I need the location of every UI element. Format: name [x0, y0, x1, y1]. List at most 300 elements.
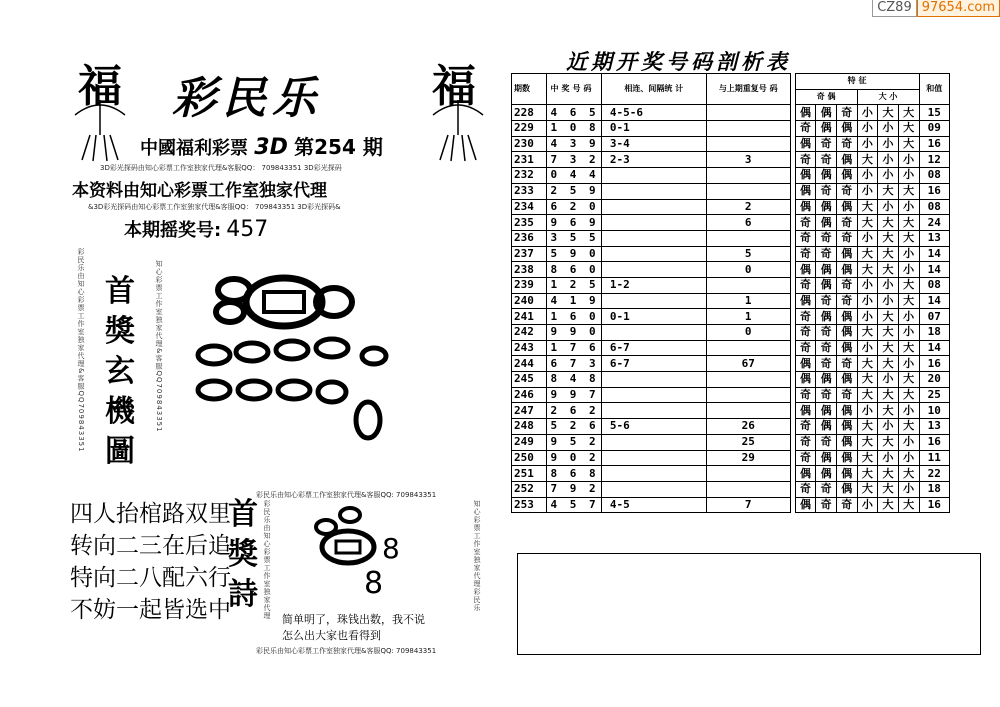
repeat-cell — [706, 340, 790, 356]
odd-even-cell: 偶 — [816, 450, 837, 466]
period-cell: 241 — [512, 309, 547, 325]
odd-even-cell: 奇 — [836, 497, 857, 513]
big-small-cell: 大 — [898, 387, 919, 403]
table-body — [512, 105, 950, 513]
odd-even-cell: 偶 — [816, 105, 837, 121]
poem-line: 不妨一起皆选中 — [70, 597, 231, 623]
number-cell: 7 3 2 — [547, 152, 601, 168]
page-title: 彩民乐 — [172, 73, 322, 124]
odd-even-cell: 奇 — [795, 434, 816, 450]
big-small-cell: 大 — [898, 183, 919, 199]
fu-right: 福 — [432, 61, 476, 112]
table-row — [512, 325, 950, 341]
number-cell: 6 2 0 — [547, 199, 601, 215]
big-small-cell: 大 — [898, 230, 919, 246]
table-row — [512, 497, 950, 513]
big-small-cell: 小 — [898, 403, 919, 419]
big-small-cell: 大 — [857, 372, 878, 388]
odd-even-cell: 奇 — [795, 450, 816, 466]
big-small-cell: 大 — [898, 293, 919, 309]
big-small-cell: 小 — [898, 481, 919, 497]
odd-even-cell: 偶 — [816, 403, 837, 419]
big-small-cell: 大 — [898, 136, 919, 152]
sum-cell: 13 — [919, 230, 950, 246]
odd-even-cell: 奇 — [795, 152, 816, 168]
number-cell: 6 7 3 — [547, 356, 601, 372]
puzzle-title-char: 圖 — [105, 434, 135, 469]
table-row — [512, 356, 950, 372]
odd-even-cell: 偶 — [795, 105, 816, 121]
odd-even-cell: 偶 — [795, 372, 816, 388]
period-cell: 243 — [512, 340, 547, 356]
big-small-cell: 小 — [898, 309, 919, 325]
repeat-cell: 0 — [706, 325, 790, 341]
gap-cell — [601, 325, 706, 341]
gap-cell: 5-6 — [601, 419, 706, 435]
number-cell: 1 6 0 — [547, 309, 601, 325]
odd-even-cell: 奇 — [795, 325, 816, 341]
odd-even-cell: 偶 — [836, 450, 857, 466]
gap-cell: 4-5 — [601, 497, 706, 513]
repeat-cell: 25 — [706, 434, 790, 450]
big-small-cell: 大 — [878, 309, 899, 325]
big-small-cell: 小 — [857, 309, 878, 325]
odd-even-cell: 奇 — [816, 230, 837, 246]
big-small-cell: 大 — [878, 246, 899, 262]
number-cell: 9 5 2 — [547, 434, 601, 450]
sum-cell: 13 — [919, 419, 950, 435]
repeat-cell: 26 — [706, 419, 790, 435]
big-small-cell: 大 — [857, 450, 878, 466]
odd-even-cell: 奇 — [836, 387, 857, 403]
big-small-cell: 大 — [898, 466, 919, 482]
agent-line: 本资料由知心彩票工作室独家代理 — [72, 181, 327, 201]
table-row — [512, 199, 950, 215]
gap-cell: 3-4 — [601, 136, 706, 152]
big-small-cell: 大 — [898, 277, 919, 293]
big-small-cell: 大 — [857, 356, 878, 372]
number-cell: 4 6 5 — [547, 105, 601, 121]
number-cell: 4 5 7 — [547, 497, 601, 513]
sum-cell: 14 — [919, 262, 950, 278]
sum-cell: 08 — [919, 277, 950, 293]
odd-even-cell: 偶 — [816, 121, 837, 137]
big-small-cell: 大 — [878, 340, 899, 356]
sum-cell: 16 — [919, 136, 950, 152]
repeat-cell — [706, 481, 790, 497]
gap-cell — [601, 466, 706, 482]
odd-even-cell: 偶 — [816, 309, 837, 325]
puzzle-title-char: 機 — [105, 394, 135, 429]
table-title: 近期开奖号码剖析表 — [566, 49, 791, 74]
sum-cell: 10 — [919, 403, 950, 419]
repeat-cell — [706, 277, 790, 293]
gap-cell — [601, 481, 706, 497]
header-gap: 相连、间隔统 计 — [601, 74, 706, 105]
odd-even-cell: 奇 — [836, 356, 857, 372]
period-cell: 239 — [512, 277, 547, 293]
odd-even-cell: 偶 — [836, 168, 857, 184]
poem-digit: 8 — [364, 566, 384, 601]
big-small-cell: 大 — [898, 372, 919, 388]
sum-cell: 14 — [919, 246, 950, 262]
poem-note-line: 怎么出大家也看得到 — [282, 629, 381, 642]
odd-even-cell: 偶 — [836, 466, 857, 482]
repeat-cell — [706, 403, 790, 419]
repeat-cell — [706, 121, 790, 137]
poem-note — [282, 612, 425, 644]
big-small-cell: 小 — [878, 372, 899, 388]
watermark-site: 97654.com — [917, 0, 1000, 17]
odd-even-cell: 偶 — [816, 466, 837, 482]
big-small-cell: 小 — [898, 450, 919, 466]
odd-even-cell: 偶 — [836, 481, 857, 497]
big-small-cell: 小 — [857, 183, 878, 199]
odd-even-cell: 奇 — [816, 387, 837, 403]
poem-line: 转向二三在后追 — [70, 533, 231, 559]
big-small-cell: 大 — [857, 419, 878, 435]
big-small-cell: 大 — [898, 105, 919, 121]
number-cell: 9 9 7 — [547, 387, 601, 403]
period-cell: 229 — [512, 121, 547, 137]
sum-cell: 14 — [919, 340, 950, 356]
big-small-cell: 大 — [857, 199, 878, 215]
gap-cell — [601, 168, 706, 184]
odd-even-cell: 偶 — [836, 340, 857, 356]
big-small-cell: 小 — [857, 293, 878, 309]
big-small-cell: 小 — [857, 403, 878, 419]
gap-cell: 2-3 — [601, 152, 706, 168]
odd-even-cell: 奇 — [795, 277, 816, 293]
big-small-cell: 大 — [857, 215, 878, 231]
table-row — [512, 450, 950, 466]
repeat-cell — [706, 387, 790, 403]
period-cell: 234 — [512, 199, 547, 215]
odd-even-cell: 奇 — [795, 340, 816, 356]
table-row — [512, 372, 950, 388]
repeat-cell: 0 — [706, 262, 790, 278]
blank-panel — [517, 553, 981, 655]
period-cell: 247 — [512, 403, 547, 419]
period-cell: 245 — [512, 372, 547, 388]
gap-cell — [601, 450, 706, 466]
repeat-cell: 5 — [706, 246, 790, 262]
sum-cell: 07 — [919, 309, 950, 325]
table-row — [512, 293, 950, 309]
sum-cell: 15 — [919, 105, 950, 121]
odd-even-cell: 奇 — [795, 246, 816, 262]
period-cell: 236 — [512, 230, 547, 246]
big-small-cell: 大 — [857, 387, 878, 403]
gap-cell — [601, 215, 706, 231]
period-cell: 233 — [512, 183, 547, 199]
big-small-cell: 小 — [857, 277, 878, 293]
repeat-cell — [706, 136, 790, 152]
repeat-cell — [706, 372, 790, 388]
sum-cell: 16 — [919, 356, 950, 372]
big-small-cell: 大 — [898, 121, 919, 137]
odd-even-cell: 偶 — [836, 121, 857, 137]
table-row — [512, 246, 950, 262]
gap-cell: 6-7 — [601, 340, 706, 356]
big-small-cell: 小 — [878, 136, 899, 152]
big-small-cell: 小 — [878, 152, 899, 168]
issue-number: 第254 期 — [294, 135, 383, 159]
repeat-cell: 2 — [706, 199, 790, 215]
number-cell: 4 3 9 — [547, 136, 601, 152]
big-small-cell: 大 — [878, 230, 899, 246]
gap-cell — [601, 262, 706, 278]
puzzle-title-box — [76, 248, 172, 469]
table-row — [512, 105, 950, 121]
odd-even-cell: 奇 — [795, 387, 816, 403]
number-cell: 0 4 4 — [547, 168, 601, 184]
big-small-cell: 小 — [878, 121, 899, 137]
big-small-cell: 大 — [857, 246, 878, 262]
period-cell: 238 — [512, 262, 547, 278]
table-row — [512, 136, 950, 152]
odd-even-cell: 偶 — [795, 183, 816, 199]
table-row — [512, 403, 950, 419]
repeat-cell: 1 — [706, 309, 790, 325]
odd-even-cell: 奇 — [816, 497, 837, 513]
poem-top-contact: 彩民乐由知心彩票工作室独家代理&客服QQ: 709843351 — [256, 491, 437, 499]
puzzle-side-text-left: 彩民乐由知心彩票工作室独家代理&客服QQ709843351 — [77, 248, 85, 453]
gap-cell — [601, 183, 706, 199]
number-cell: 4 1 9 — [547, 293, 601, 309]
repeat-cell — [706, 183, 790, 199]
period-cell: 253 — [512, 497, 547, 513]
period-cell: 249 — [512, 434, 547, 450]
puzzle-title-char: 玄 — [105, 354, 135, 389]
sum-cell: 12 — [919, 152, 950, 168]
number-cell: 5 2 6 — [547, 419, 601, 435]
big-small-cell: 大 — [857, 466, 878, 482]
contact-line-1: 3D彩光探码由知心彩票工作室独家代理&客服QQ： 709843351 3D彩光探码 — [100, 164, 342, 172]
odd-even-cell: 偶 — [836, 309, 857, 325]
odd-even-cell: 奇 — [795, 419, 816, 435]
draw-label: 本期摇奖号: — [124, 220, 222, 241]
odd-even-cell: 奇 — [816, 325, 837, 341]
big-small-cell: 小 — [898, 356, 919, 372]
gap-cell — [601, 199, 706, 215]
number-cell: 2 6 2 — [547, 403, 601, 419]
big-small-cell: 大 — [857, 481, 878, 497]
table-row — [512, 152, 950, 168]
odd-even-cell: 偶 — [836, 246, 857, 262]
table-row — [512, 230, 950, 246]
sum-cell: 11 — [919, 450, 950, 466]
big-small-cell: 小 — [898, 246, 919, 262]
watermark-code: CZ89 — [872, 0, 917, 17]
table-row — [512, 215, 950, 231]
odd-even-cell: 偶 — [836, 419, 857, 435]
big-small-cell: 大 — [878, 262, 899, 278]
poem — [70, 498, 231, 626]
sum-cell: 16 — [919, 434, 950, 450]
gap-cell: 0-1 — [601, 121, 706, 137]
sum-cell: 14 — [919, 293, 950, 309]
odd-even-cell: 偶 — [836, 199, 857, 215]
number-cell: 8 4 8 — [547, 372, 601, 388]
number-cell: 2 5 9 — [547, 183, 601, 199]
period-cell: 235 — [512, 215, 547, 231]
gap-cell: 0-1 — [601, 309, 706, 325]
odd-even-cell: 偶 — [795, 466, 816, 482]
period-cell: 230 — [512, 136, 547, 152]
big-small-cell: 小 — [878, 293, 899, 309]
odd-even-cell: 偶 — [795, 403, 816, 419]
poem-note-line: 简单明了，珠钱出数，我不说 — [282, 613, 425, 626]
odd-even-cell: 奇 — [816, 136, 837, 152]
site-watermark — [872, 0, 1000, 15]
big-small-cell: 小 — [857, 105, 878, 121]
poem-side-text-right: 知心彩票工作室独家代理彩民乐 — [473, 500, 481, 612]
header-repeat: 与上期重复号 码 — [706, 74, 790, 105]
sum-cell: 08 — [919, 168, 950, 184]
number-cell: 9 0 2 — [547, 450, 601, 466]
odd-even-cell: 奇 — [795, 481, 816, 497]
table-row — [512, 387, 950, 403]
number-cell: 5 9 0 — [547, 246, 601, 262]
odd-even-cell: 偶 — [795, 136, 816, 152]
poem-title-char: 詩 — [228, 577, 258, 612]
odd-even-cell: 偶 — [816, 419, 837, 435]
sum-cell: 09 — [919, 121, 950, 137]
odd-even-cell: 奇 — [836, 293, 857, 309]
header-feature: 特 征 — [795, 74, 919, 90]
gap-cell — [601, 403, 706, 419]
odd-even-cell: 奇 — [836, 277, 857, 293]
period-cell: 248 — [512, 419, 547, 435]
odd-even-cell: 偶 — [836, 325, 857, 341]
sum-cell: 18 — [919, 481, 950, 497]
odd-even-cell: 奇 — [816, 293, 837, 309]
table-row — [512, 434, 950, 450]
table-row — [512, 340, 950, 356]
table-row — [512, 481, 950, 497]
table-row — [512, 466, 950, 482]
big-small-cell: 小 — [857, 136, 878, 152]
period-cell: 231 — [512, 152, 547, 168]
sum-cell: 24 — [919, 215, 950, 231]
big-small-cell: 大 — [857, 325, 878, 341]
big-small-cell: 大 — [878, 497, 899, 513]
odd-even-cell: 奇 — [816, 246, 837, 262]
sum-cell: 25 — [919, 387, 950, 403]
gap-cell: 1-2 — [601, 277, 706, 293]
odd-even-cell: 偶 — [795, 199, 816, 215]
odd-even-cell: 偶 — [836, 262, 857, 278]
table-row — [512, 309, 950, 325]
number-cell: 1 2 5 — [547, 277, 601, 293]
big-small-cell: 小 — [857, 340, 878, 356]
big-small-cell: 小 — [898, 434, 919, 450]
odd-even-cell: 奇 — [816, 434, 837, 450]
period-cell: 242 — [512, 325, 547, 341]
big-small-cell: 大 — [878, 466, 899, 482]
big-small-cell: 大 — [878, 481, 899, 497]
sum-cell: 16 — [919, 183, 950, 199]
draw-analysis-table — [511, 73, 950, 513]
sum-cell: 16 — [919, 497, 950, 513]
big-small-cell: 小 — [898, 325, 919, 341]
number-cell: 1 0 8 — [547, 121, 601, 137]
odd-even-cell: 奇 — [836, 215, 857, 231]
number-cell: 9 9 0 — [547, 325, 601, 341]
big-small-cell: 大 — [898, 497, 919, 513]
odd-even-cell: 奇 — [836, 230, 857, 246]
draw-number: 457 — [226, 217, 269, 242]
poem-title-char: 獎 — [228, 537, 258, 572]
number-cell: 3 5 5 — [547, 230, 601, 246]
table-header-row — [512, 74, 950, 90]
puzzle-coin-drawing — [192, 270, 412, 450]
number-cell: 7 9 2 — [547, 481, 601, 497]
odd-even-cell: 奇 — [816, 481, 837, 497]
repeat-cell — [706, 230, 790, 246]
table-row — [512, 419, 950, 435]
odd-even-cell: 奇 — [816, 340, 837, 356]
big-small-cell: 小 — [878, 277, 899, 293]
period-cell: 250 — [512, 450, 547, 466]
repeat-cell: 29 — [706, 450, 790, 466]
gap-cell: 4-5-6 — [601, 105, 706, 121]
big-small-cell: 大 — [857, 152, 878, 168]
big-small-cell: 小 — [898, 262, 919, 278]
header-odd-even: 奇 偶 — [795, 89, 857, 105]
header-period: 期数 — [512, 74, 547, 105]
big-small-cell: 小 — [878, 199, 899, 215]
odd-even-cell: 奇 — [795, 121, 816, 137]
big-small-cell: 大 — [878, 403, 899, 419]
big-small-cell: 大 — [857, 434, 878, 450]
big-small-cell: 小 — [898, 199, 919, 215]
odd-even-cell: 偶 — [836, 434, 857, 450]
poem-title — [223, 495, 263, 615]
number-cell: 8 6 8 — [547, 466, 601, 482]
odd-even-cell: 奇 — [836, 183, 857, 199]
issue-game: 3D — [254, 135, 288, 160]
draw-number-line — [124, 216, 268, 242]
header-sum: 和值 — [919, 74, 950, 105]
big-small-cell: 大 — [878, 325, 899, 341]
big-small-cell: 小 — [857, 230, 878, 246]
big-small-cell: 小 — [878, 419, 899, 435]
sum-cell: 08 — [919, 199, 950, 215]
table-row — [512, 183, 950, 199]
odd-even-cell: 偶 — [795, 168, 816, 184]
repeat-cell: 7 — [706, 497, 790, 513]
lantern-decoration-left — [60, 95, 140, 165]
header-number: 中奖号码 — [547, 74, 601, 105]
big-small-cell: 大 — [898, 419, 919, 435]
repeat-cell: 67 — [706, 356, 790, 372]
number-cell: 9 6 9 — [547, 215, 601, 231]
odd-even-cell: 奇 — [795, 230, 816, 246]
big-small-cell: 大 — [878, 215, 899, 231]
big-small-cell: 小 — [898, 168, 919, 184]
odd-even-cell: 偶 — [836, 403, 857, 419]
poem-coin-drawing — [308, 505, 388, 575]
gap-cell — [601, 372, 706, 388]
poem-bottom-contact: 彩民乐由知心彩票工作室独家代理&客服QQ: 709843351 — [256, 647, 437, 655]
poem-line: 特向二八配六行 — [70, 565, 231, 591]
period-cell: 240 — [512, 293, 547, 309]
period-cell: 251 — [512, 466, 547, 482]
repeat-cell: 6 — [706, 215, 790, 231]
big-small-cell: 大 — [878, 434, 899, 450]
